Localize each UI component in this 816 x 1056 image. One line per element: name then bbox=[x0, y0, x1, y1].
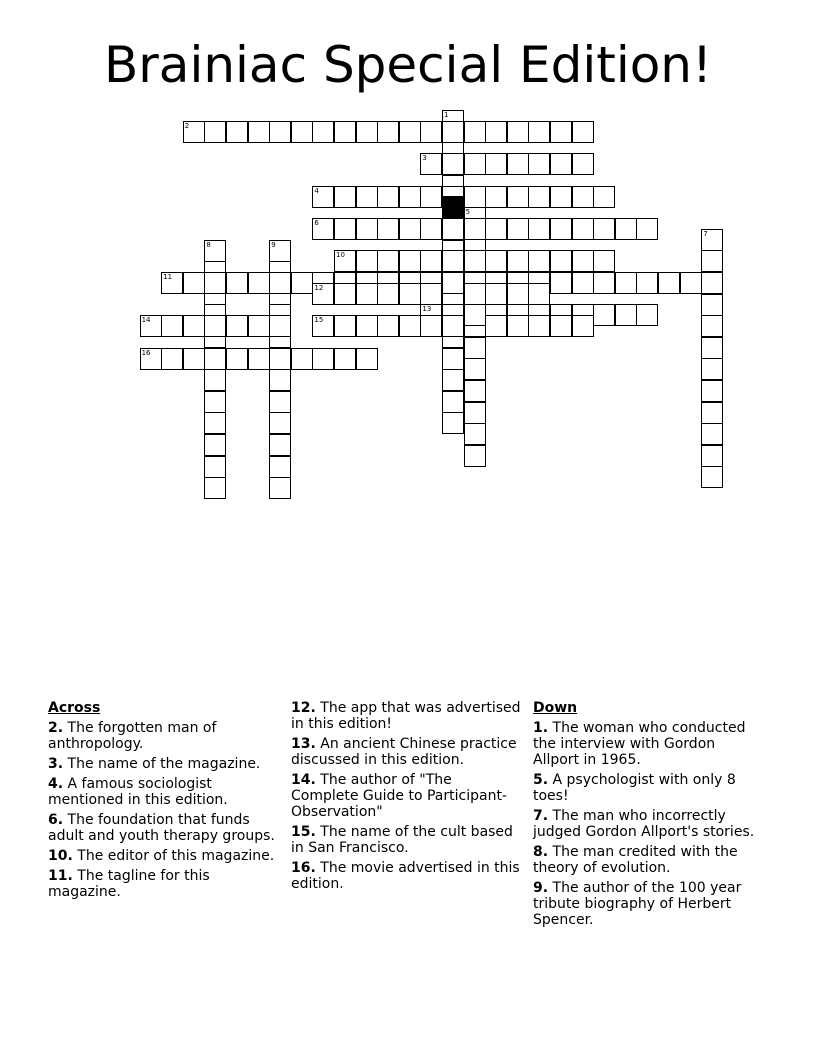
grid-cell[interactable] bbox=[550, 153, 572, 175]
grid-cell[interactable] bbox=[572, 315, 594, 337]
clue-number-label: 8 bbox=[206, 240, 211, 249]
across-heading: Across bbox=[48, 700, 101, 716]
grid-cell[interactable] bbox=[399, 121, 421, 143]
clue-number-label: 3 bbox=[422, 154, 427, 163]
grid-cell[interactable] bbox=[615, 218, 637, 240]
grid-cell[interactable] bbox=[248, 121, 270, 143]
grid-cell[interactable] bbox=[528, 218, 550, 240]
clue-number-label: 7 bbox=[703, 229, 708, 238]
grid-cell[interactable] bbox=[377, 315, 399, 337]
clue-item bbox=[48, 848, 278, 864]
grid-cell[interactable] bbox=[485, 121, 507, 143]
grid-cell[interactable] bbox=[269, 121, 291, 143]
clue-number: 9. bbox=[533, 880, 549, 896]
grid-cell[interactable] bbox=[269, 477, 291, 499]
grid-cell[interactable] bbox=[572, 186, 594, 208]
clue-item bbox=[48, 776, 278, 808]
grid-cell[interactable] bbox=[269, 456, 291, 478]
grid-cell[interactable] bbox=[442, 153, 464, 175]
grid-cell[interactable] bbox=[356, 186, 378, 208]
grid-cell[interactable] bbox=[161, 315, 183, 337]
down-clue-list bbox=[533, 720, 763, 928]
clue-text: The author of the 100 year tribute biography of Herbert Spencer. bbox=[533, 880, 742, 928]
grid-cell[interactable] bbox=[204, 348, 226, 370]
grid-cell[interactable] bbox=[658, 272, 680, 294]
grid-cell[interactable] bbox=[701, 315, 723, 337]
grid-cell[interactable] bbox=[204, 456, 226, 478]
clue-number: 11. bbox=[48, 868, 73, 884]
grid-cell[interactable] bbox=[701, 402, 723, 424]
clue-number-label: 9 bbox=[271, 240, 276, 249]
clue-text: The man credited with the theory of evolution. bbox=[533, 844, 738, 876]
clue-text: The app that was advertised in this edition! bbox=[291, 700, 521, 732]
clue-item bbox=[291, 860, 521, 892]
grid-cell[interactable] bbox=[593, 272, 615, 294]
grid-cell[interactable] bbox=[269, 369, 291, 391]
grid-cell[interactable] bbox=[442, 272, 464, 294]
clue-text: A famous sociologist mentioned in this edition. bbox=[48, 776, 228, 808]
grid-cell[interactable] bbox=[507, 283, 529, 305]
clue-text: The name of the magazine. bbox=[67, 756, 261, 772]
clue-number: 15. bbox=[291, 824, 316, 840]
clue-item bbox=[533, 808, 763, 840]
grid-cell[interactable] bbox=[291, 121, 313, 143]
grid-cell[interactable] bbox=[528, 315, 550, 337]
grid-cell[interactable] bbox=[204, 369, 226, 391]
grid-cell[interactable] bbox=[528, 121, 550, 143]
clue-text: The movie advertised in this edition. bbox=[291, 860, 520, 892]
clue-number: 7. bbox=[533, 808, 549, 824]
grid-cell[interactable] bbox=[442, 315, 464, 337]
grid-cell[interactable] bbox=[701, 380, 723, 402]
grid-cell[interactable] bbox=[550, 218, 572, 240]
grid-cell[interactable] bbox=[701, 272, 723, 294]
clue-item bbox=[533, 880, 763, 928]
grid-cell[interactable] bbox=[334, 186, 356, 208]
grid-cell[interactable] bbox=[701, 294, 723, 316]
clue-number-label: 1 bbox=[444, 111, 449, 119]
grid-cell[interactable] bbox=[312, 121, 334, 143]
grid-cell[interactable] bbox=[464, 218, 486, 240]
black-square bbox=[442, 196, 464, 218]
grid-cell[interactable] bbox=[442, 250, 464, 272]
clue-number-label: 4 bbox=[314, 186, 319, 195]
grid-cell[interactable] bbox=[291, 348, 313, 370]
grid-cell[interactable] bbox=[636, 218, 658, 240]
clue-item bbox=[533, 772, 763, 804]
grid-cell[interactable] bbox=[356, 315, 378, 337]
clue-item bbox=[48, 868, 278, 900]
grid-cell[interactable] bbox=[485, 250, 507, 272]
grid-cell[interactable] bbox=[485, 186, 507, 208]
clue-number: 13. bbox=[291, 736, 316, 752]
clue-number-label: 2 bbox=[184, 121, 190, 130]
grid-cell[interactable] bbox=[464, 153, 486, 175]
grid-cell[interactable] bbox=[464, 250, 486, 272]
grid-cell[interactable] bbox=[636, 272, 658, 294]
grid-cell[interactable] bbox=[377, 283, 399, 305]
clue-number-label: 10 bbox=[336, 251, 345, 260]
grid-cell[interactable] bbox=[507, 250, 529, 272]
grid-cell[interactable] bbox=[701, 358, 723, 380]
grid-cell[interactable] bbox=[377, 250, 399, 272]
grid-cell[interactable] bbox=[572, 121, 594, 143]
grid-cell[interactable] bbox=[399, 218, 421, 240]
clue-item bbox=[533, 720, 763, 768]
grid-cell[interactable] bbox=[334, 315, 356, 337]
grid-cell[interactable] bbox=[356, 121, 378, 143]
grid-cell[interactable] bbox=[356, 283, 378, 305]
grid-cell[interactable] bbox=[464, 304, 486, 326]
grid-cell[interactable] bbox=[183, 315, 205, 337]
grid-cell[interactable] bbox=[485, 315, 507, 337]
across-clues-column bbox=[48, 700, 278, 904]
grid-cell[interactable] bbox=[550, 121, 572, 143]
grid-cell[interactable] bbox=[356, 218, 378, 240]
grid-cell[interactable] bbox=[550, 315, 572, 337]
grid-cell[interactable] bbox=[226, 121, 248, 143]
clue-number: 3. bbox=[48, 756, 64, 772]
clue-number: 14. bbox=[291, 772, 316, 788]
clue-number: 16. bbox=[291, 860, 316, 876]
grid-cell[interactable] bbox=[507, 186, 529, 208]
grid-cell[interactable] bbox=[204, 434, 226, 456]
grid-cell[interactable] bbox=[399, 315, 421, 337]
clue-number: 6. bbox=[48, 812, 64, 828]
clue-number: 10. bbox=[48, 848, 73, 864]
grid-cell[interactable] bbox=[572, 218, 594, 240]
grid-cell[interactable] bbox=[420, 283, 442, 305]
grid-cell[interactable] bbox=[204, 121, 226, 143]
grid-cell[interactable] bbox=[464, 358, 486, 380]
grid-cell[interactable] bbox=[528, 186, 550, 208]
grid-cell[interactable] bbox=[593, 304, 615, 326]
grid-cell[interactable] bbox=[204, 477, 226, 499]
grid-cell[interactable] bbox=[572, 272, 594, 294]
clue-number-label: 14 bbox=[141, 316, 151, 325]
grid-cell[interactable] bbox=[226, 315, 248, 337]
grid-cell[interactable] bbox=[420, 186, 442, 208]
clue-item bbox=[48, 720, 278, 752]
grid-cell[interactable] bbox=[528, 153, 550, 175]
grid-cell[interactable] bbox=[334, 283, 356, 305]
grid-cell[interactable] bbox=[528, 283, 550, 305]
grid-cell[interactable] bbox=[334, 218, 356, 240]
grid-cell[interactable] bbox=[485, 218, 507, 240]
clue-number-label: 5 bbox=[465, 208, 471, 217]
grid-cell[interactable] bbox=[572, 250, 594, 272]
grid-cell[interactable] bbox=[507, 153, 529, 175]
grid-cell[interactable] bbox=[442, 369, 464, 391]
grid-cell[interactable] bbox=[420, 250, 442, 272]
clue-text: The name of the cult based in San Francisco. bbox=[291, 824, 513, 856]
grid-cell[interactable] bbox=[420, 315, 442, 337]
across-clues-continued-column bbox=[291, 700, 521, 896]
clue-text: The woman who conducted the interview with Gordon Allport in 1965. bbox=[533, 720, 746, 768]
clue-text: The forgotten man of anthropology. bbox=[48, 720, 217, 752]
down-clues-column bbox=[533, 700, 763, 932]
grid-cell[interactable] bbox=[701, 445, 723, 467]
grid-cell[interactable] bbox=[269, 434, 291, 456]
grid-cell[interactable] bbox=[701, 337, 723, 359]
grid-cell[interactable] bbox=[464, 283, 486, 305]
clue-item bbox=[533, 844, 763, 876]
clue-item bbox=[291, 824, 521, 856]
grid-cell[interactable] bbox=[399, 250, 421, 272]
grid-cell[interactable] bbox=[464, 445, 486, 467]
grid-cell[interactable] bbox=[442, 121, 464, 143]
clue-number-label: 13 bbox=[422, 305, 432, 314]
grid-cell[interactable] bbox=[442, 412, 464, 434]
grid-cell[interactable] bbox=[334, 348, 356, 370]
grid-cell[interactable] bbox=[269, 391, 291, 413]
grid-cell[interactable] bbox=[464, 380, 486, 402]
grid-cell[interactable] bbox=[377, 121, 399, 143]
grid-cell[interactable] bbox=[701, 423, 723, 445]
clue-item bbox=[291, 736, 521, 768]
clue-number: 12. bbox=[291, 700, 316, 716]
clue-number: 4. bbox=[48, 776, 64, 792]
clue-text: An ancient Chinese practice discussed in this edition. bbox=[291, 736, 517, 768]
grid-cell[interactable] bbox=[507, 315, 529, 337]
across-clue-list-continued bbox=[291, 700, 521, 892]
grid-cell[interactable] bbox=[464, 402, 486, 424]
grid-cell[interactable] bbox=[636, 304, 658, 326]
grid-cell[interactable] bbox=[291, 272, 313, 294]
grid-cell[interactable] bbox=[248, 348, 270, 370]
grid-cell[interactable] bbox=[161, 348, 183, 370]
grid-cell[interactable] bbox=[550, 186, 572, 208]
grid-cell[interactable] bbox=[593, 218, 615, 240]
clue-number-label: 6 bbox=[314, 219, 319, 227]
grid-cell[interactable] bbox=[572, 153, 594, 175]
grid-cell[interactable] bbox=[269, 348, 291, 370]
grid-cell[interactable] bbox=[442, 218, 464, 240]
clue-number-label: 16 bbox=[141, 348, 151, 357]
grid-cell[interactable] bbox=[399, 283, 421, 305]
clue-number-label: 11 bbox=[163, 273, 173, 281]
grid-cell[interactable] bbox=[680, 272, 702, 294]
grid-cell[interactable] bbox=[183, 272, 205, 294]
grid-cell[interactable] bbox=[464, 121, 486, 143]
down-heading: Down bbox=[533, 700, 578, 716]
grid-cell[interactable] bbox=[226, 272, 248, 294]
grid-cell[interactable] bbox=[420, 121, 442, 143]
grid-cell[interactable] bbox=[269, 272, 291, 294]
clue-number: 1. bbox=[533, 720, 549, 736]
grid-cell[interactable] bbox=[701, 250, 723, 272]
grid-cell[interactable] bbox=[183, 348, 205, 370]
grid-cell[interactable] bbox=[593, 186, 615, 208]
clue-number: 5. bbox=[533, 772, 549, 788]
grid-cell[interactable] bbox=[701, 466, 723, 488]
puzzle-title: Brainiac Special Edition! bbox=[103, 36, 713, 94]
across-clue-list bbox=[48, 720, 278, 900]
clue-item bbox=[291, 772, 521, 820]
clue-item bbox=[48, 756, 278, 772]
grid-cell[interactable] bbox=[550, 250, 572, 272]
grid-cell[interactable] bbox=[464, 423, 486, 445]
grid-cell[interactable] bbox=[312, 348, 334, 370]
grid-cell[interactable] bbox=[269, 315, 291, 337]
grid-cell[interactable] bbox=[615, 304, 637, 326]
grid-cell[interactable] bbox=[442, 391, 464, 413]
grid-cell[interactable] bbox=[204, 272, 226, 294]
clue-text: The foundation that funds adult and youth therapy groups. bbox=[48, 812, 275, 844]
clue-item bbox=[291, 700, 521, 732]
grid-cell[interactable] bbox=[464, 186, 486, 208]
grid-cell[interactable] bbox=[377, 218, 399, 240]
grid-cell[interactable] bbox=[485, 283, 507, 305]
grid-cell[interactable] bbox=[507, 121, 529, 143]
grid-cell[interactable] bbox=[248, 272, 270, 294]
grid-cell[interactable] bbox=[464, 337, 486, 359]
clue-number-label: 12 bbox=[314, 283, 324, 292]
grid-cell[interactable] bbox=[248, 315, 270, 337]
grid-cell[interactable] bbox=[550, 272, 572, 294]
grid-cell[interactable] bbox=[442, 348, 464, 370]
grid-cell[interactable] bbox=[204, 412, 226, 434]
grid-cell[interactable] bbox=[420, 218, 442, 240]
grid-cell[interactable] bbox=[204, 315, 226, 337]
clue-number-label: 15 bbox=[314, 316, 324, 325]
grid-cell[interactable] bbox=[485, 153, 507, 175]
clue-text: The man who incorrectly judged Gordon Allport's stories. bbox=[533, 808, 755, 840]
grid-cell[interactable] bbox=[334, 121, 356, 143]
grid-cell[interactable] bbox=[356, 250, 378, 272]
grid-cell[interactable] bbox=[615, 272, 637, 294]
grid-cell[interactable] bbox=[356, 348, 378, 370]
clue-number: 8. bbox=[533, 844, 549, 860]
grid-cell[interactable] bbox=[399, 186, 421, 208]
clue-text: A psychologist with only 8 toes! bbox=[533, 772, 736, 804]
clue-item bbox=[48, 812, 278, 844]
grid-cell[interactable] bbox=[593, 250, 615, 272]
grid-cell[interactable] bbox=[507, 218, 529, 240]
grid-cell[interactable] bbox=[204, 391, 226, 413]
clue-text: The author of "The Complete Guide to Participant-Observation" bbox=[291, 772, 507, 820]
grid-cell[interactable] bbox=[226, 348, 248, 370]
clue-text: The tagline for this magazine. bbox=[48, 868, 210, 900]
grid-cell[interactable] bbox=[269, 412, 291, 434]
grid-cell[interactable] bbox=[528, 250, 550, 272]
grid-cell[interactable] bbox=[377, 186, 399, 208]
clue-text: The editor of this magazine. bbox=[77, 848, 275, 864]
clue-number: 2. bbox=[48, 720, 64, 736]
